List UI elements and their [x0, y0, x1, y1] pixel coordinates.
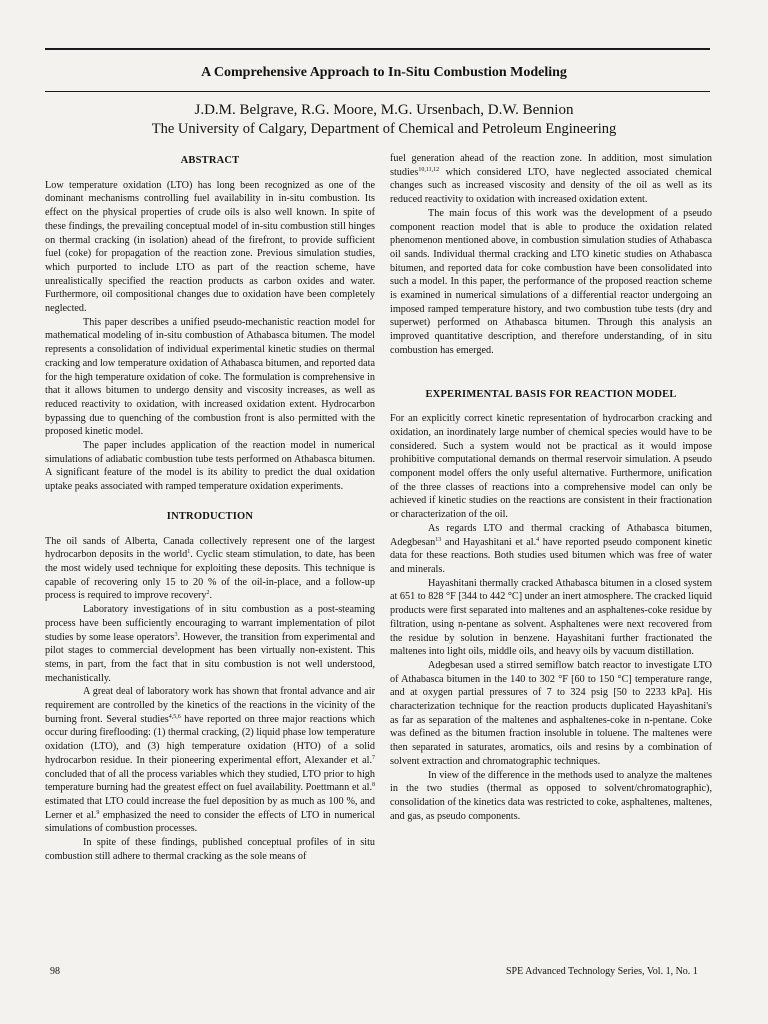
journal-footer: SPE Advanced Technology Series, Vol. 1, No. 1 — [506, 966, 698, 977]
introduction-heading: INTRODUCTION — [166, 510, 254, 522]
experimental-paragraph-4: Adegbesan used a stirred semiflow batch reactor to investigate LTO of Athabasca bitumen in the 140 to 302 °F [60 to 150 °C] temperature range, and at oxygen partial pressures of 7 to 324 psig [50 to 2233 kPa]. His characterization technique for the reaction products duplicated Hayashitani's as far as separation of the maltenes and asphaltenes-coke in n-pentane. Coke was defined as the bitumen fraction insoluble in toluene. The maltenes were then separated in saturates, aromatics, oils and resins by a combination of solvent extraction and chromatographic techniques. — [390, 659, 712, 767]
experimental-paragraph-5: In view of the difference in the methods used to analyze the maltenes in the two studies (thermal as opposed to solvent/chromatographic), consolidation of the kinetics data was restricted to coke, asphaltenes, maltenes, and gas, as pseudo components. — [390, 769, 712, 822]
abstract-heading: ABSTRACT — [180, 155, 240, 166]
citation: 10,11,12 — [418, 166, 440, 173]
experimental-paragraph-3: Hayashitani thermally cracked Athabasca bitumen in a closed system at 651 to 828 °F [344 to 442 °C] under an inert atmosphere. The cracked liquid products were first separated into maltenes and an asphaltenes-coke residue by filtration, using n-pentane as solvent. Asphaltenes were next recovered from the residue by solution in benzene. Hayashitani further fractionated the maltenes into light oils, middle oils, and heavy oils by vacuum distillation. — [390, 577, 713, 658]
citation: 9 — [96, 809, 100, 816]
citation: 3 — [174, 631, 178, 638]
citation: 4 — [536, 536, 540, 543]
citation: 7 — [372, 754, 375, 761]
citation: 13 — [435, 536, 442, 543]
intro-paragraph-1: The oil sands of Alberta, Canada collectively represent one of the largest hydrocarbon deposits in the world$^1$. Cyclic steam stimulation, to date, has been the most widely used technique for exploiting these deposits. This technique is capable of recovering only 15 to 20 % of the oil-in-place, and a follow-up process is required to improve recovery$^2$. — [45, 535, 375, 602]
intro-paragraph-2: Laboratory investigations of in situ combustion as a post-steaming process have been sufficiently encouraging to warrant implementation of pilot studies by some lease operators$^3$. However, the transition from experimental and pilot stages to commercial development has been virtually non-existent. This stems, in part, from the fact that in situ combustion is not well understood, mechanistically. — [45, 604, 375, 684]
experimental-paragraph-2: As regards LTO and thermal cracking of Athabasca bitumen, Adegbesan$^{13}$ and Hayashitani et al.$^4$ have reported pseudo component kinetic data for these reactions. Both studies used bitumen which was free of water and minerals. — [390, 522, 712, 575]
top-rule — [45, 48, 710, 50]
abstract-paragraph-1: Low temperature oxidation (LTO) has long been recognized as one of the dominant mechanisms controlling fuel availability in in-situ combustion. Its effect on the physical properties of crude oils is also well known. In spite of these findings, the prevailing conceptual model of in-situ combustion still hinges on thermal cracking (in isolation) ahead of the firefront, to provide sufficient fuel (coke) for propagation of the reaction zone. Previous simulation studies, which purported to include LTO as part of the reaction scheme, have unrealistically specified the reaction products as carbon oxides and water. Furthermore, oil compositional changes due to oxidation have been completely neglected. — [45, 179, 375, 315]
experimental-paragraph-1: For an explicitly correct kinetic representation of hydrocarbon cracking and oxidation, an inordinately large number of chemical species would have to be considered. Such a system would not be practical as it would impose prohibitive computational demands on thermal reservoir simulation. A pseudo component model offers the only useful alternative. Furthermore, unification of the three classes of reactions into a comprehensive model can only be achieved if kinetic studies on the reactions are consistent in their fractionation or characterization of the oil. — [390, 413, 712, 521]
experimental-heading: EXPERIMENTAL BASIS FOR REACTION MODEL — [425, 388, 677, 400]
intro-paragraph-3: A great deal of laboratory work has shown that frontal advance and air requirement are controlled by the kinetics of the reactions in the vicinity of the burning front. Several studies$^{4,5,6}$ have reported on three major reactions which occur during fireflooding: (1) thermal cracking, (2) liquid phase low temperature oxidation (LTO), and (3) high temperature oxidation (HTO) of a solid hydrocarbon residue. In their pioneering experimental effort, Alexander et al.$^7$ concluded that of all the process variables which they studied, LTO prior to high temperature burning had the greatest effect on fuel availability. Poettmann et al.$^8$ estimated that LTO could increase the fuel deposition by as much as 100 %, and Lerner et al.$^9$ emphasized the need to consider the effects of LTO in numerical simulations of combustion processes. — [45, 686, 376, 835]
focus-paragraph: The main focus of this work was the development of a pseudo component reaction model that is able to produce the oxidation related phenomenon mentioned above, in combustion simulation studies of Athabasca oil sands. Individual thermal cracking and LTO kinetic studies on Athabasca bitumen, and reported data for coke combustion have been consolidated into such a model. In this paper, the performance of the proposed reaction scheme is examined in numerical simulations of a differential reactor undergoing an imposed ramped temperature history, and two combustion tube tests (dry and superwet) performed on Athabasca bitumen. Through this analysis an improved quantitative description, and therefore understanding, of in situ combustion has emerged. — [390, 207, 712, 356]
title-rule — [45, 91, 710, 92]
intro-paragraph-4: In spite of these findings, published conceptual profiles of in situ combustion still adhere to thermal cracking as the sole means of — [45, 837, 375, 862]
paper-authors: J.D.M. Belgrave, R.G. Moore, M.G. Ursenbach, D.W. Bennion — [194, 102, 574, 118]
intro-continued-paragraph: fuel generation ahead of the reaction zone. In addition, most simulation studies$^{10,11,12}$ which considered LTO, have neglected associated chemical changes such as increased viscosity and density of the oil as well as its reduced reactivity to oxidation with increased oxidation extent. — [390, 153, 712, 206]
paper-affiliation: The University of Calgary, Department of Chemical and Petroleum Engineering — [151, 121, 617, 137]
abstract-paragraph-3: The paper includes application of the reaction model in numerical simulations of adiabatic combustion tube tests performed on Athabasca bitumen. A significant feature of the model is its ability to predict the dual oxidation uptake peaks associated with ramped temperature oxidation experiments. — [45, 440, 375, 493]
abstract-paragraph-2: This paper describes a unified pseudo-mechanistic reaction model for mathematical modeling of in-situ combustion of Athabasca bitumen. The model represents a consolidation of individual experimental kinetic studies on thermal cracking and low temperature oxidation of Athabasca bitumen, and reported data for the high temperature oxidation of coke. The formulation is comprehensive in that it allows bitumen to undergo density and viscosity increases, as well as reduced reactivity to oxidation, with increased oxidation extent. Hydrocarbon bypassing due to quenching of the combustion front is also permitted with the proposed kinetic model. — [45, 316, 375, 438]
right-column — [390, 152, 712, 823]
paper-title: A Comprehensive Approach to In-Situ Combustion Modeling — [201, 65, 567, 80]
citation: 1 — [187, 549, 191, 556]
citation: 4,5,6 — [168, 713, 181, 720]
citation: 8 — [372, 782, 375, 789]
left-column — [45, 152, 375, 863]
citation: 2 — [206, 590, 210, 597]
page-number: 98 — [50, 966, 60, 977]
